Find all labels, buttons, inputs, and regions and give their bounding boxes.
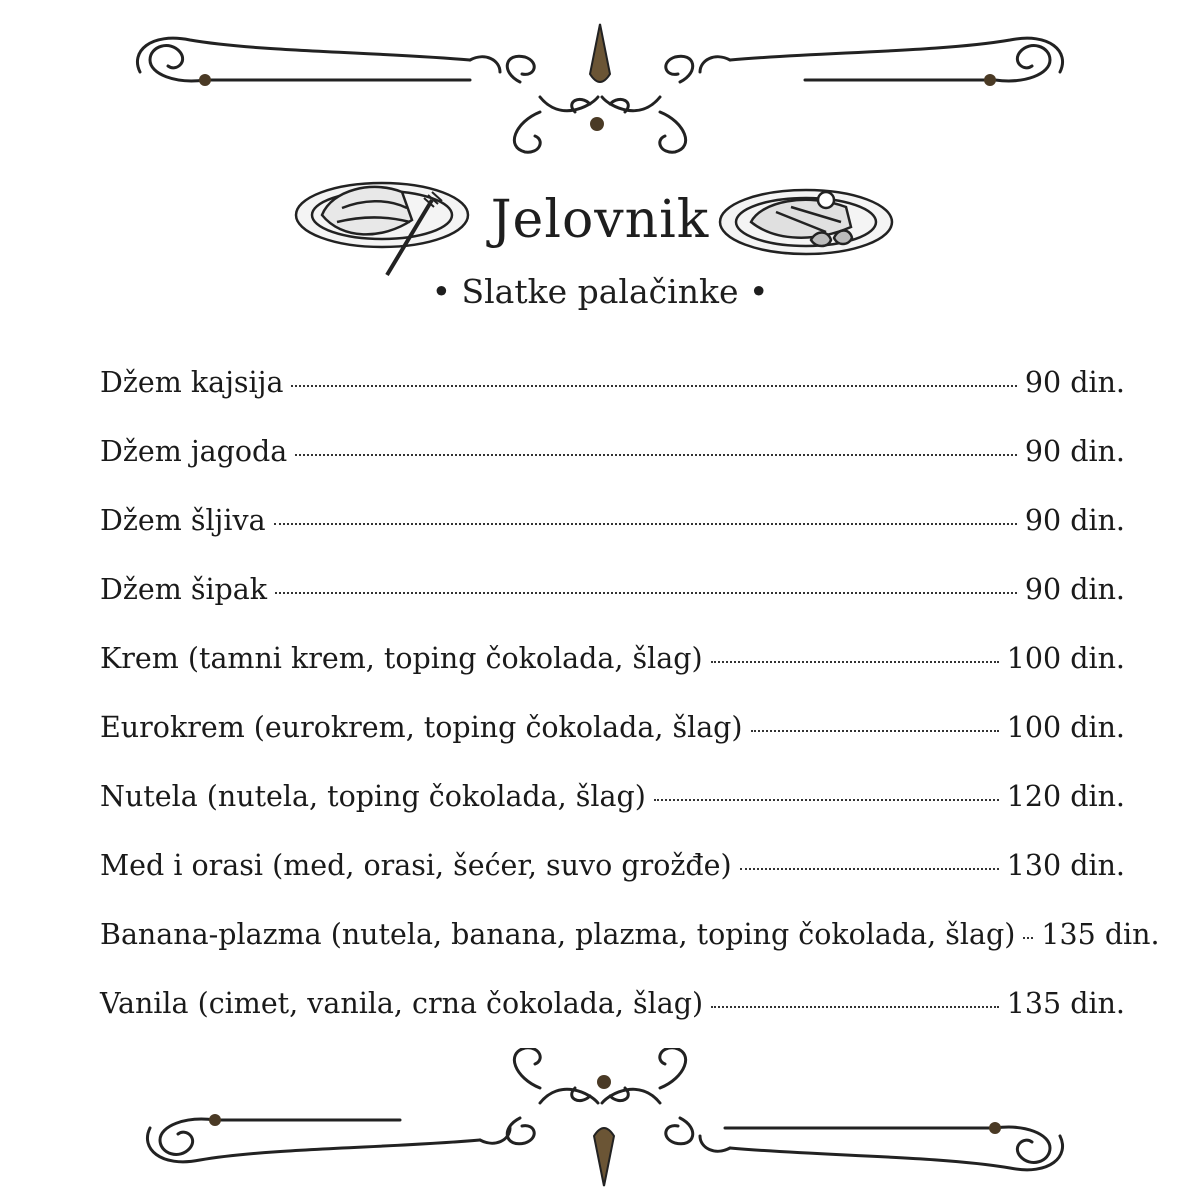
menu-item [100,780,1125,849]
dot-leader [275,592,1017,594]
dot-leader [291,385,1016,387]
menu-item [100,573,1125,642]
top-ornament-icon [0,12,1200,162]
dot-leader [654,799,999,801]
menu-item [100,642,1125,711]
item-price: 120 din. [1006,780,1125,813]
menu-list [100,366,1160,1056]
item-name: Med i orasi (med, orasi, šećer, suvo grožđe) [100,849,732,882]
dot-leader [751,730,999,732]
item-name: Eurokrem (eurokrem, toping čokolada, šlag) [100,711,743,744]
item-name: Vanila (cimet, vanila, crna čokolada, šlag) [100,987,704,1020]
item-price: 100 din. [1006,711,1125,744]
bottom-ornament-icon [0,1048,1200,1198]
dot-leader [711,661,999,663]
item-price: 100 din. [1006,642,1125,675]
page-subtitle: • Slatke palačinke • [431,272,769,311]
item-name: Krem (tamni krem, toping čokolada, šlag) [100,642,703,675]
menu-item [100,435,1125,504]
menu-item [100,987,1125,1056]
item-name: Džem kajsija [100,366,284,399]
item-price: 90 din. [1024,435,1125,468]
item-name: Džem jagoda [100,435,288,468]
item-name: Džem šipak [100,573,268,606]
crepe-plate-with-strawberries-icon [716,182,896,262]
title-row [0,170,1200,280]
item-price: 90 din. [1024,573,1125,606]
page-title: Jelovnik [490,190,710,250]
item-name: Džem šljiva [100,504,266,537]
dot-leader [295,454,1017,456]
menu-item [100,366,1125,435]
item-name: Nutela (nutela, toping čokolada, šlag) [100,780,646,813]
menu-item [100,504,1125,573]
item-price: 90 din. [1024,504,1125,537]
menu-item [100,849,1125,918]
item-price: 90 din. [1024,366,1125,399]
dot-leader [740,868,999,870]
dot-leader [711,1006,999,1008]
item-name: Banana-plazma (nutela, banana, plazma, toping čokolada, šlag) [100,918,1016,951]
item-price: 135 din. [1041,918,1160,951]
menu-item [100,918,1160,987]
dot-leader [274,523,1017,525]
item-price: 130 din. [1006,849,1125,882]
dot-leader [1023,937,1033,939]
menu-item [100,711,1125,780]
item-price: 135 din. [1006,987,1125,1020]
